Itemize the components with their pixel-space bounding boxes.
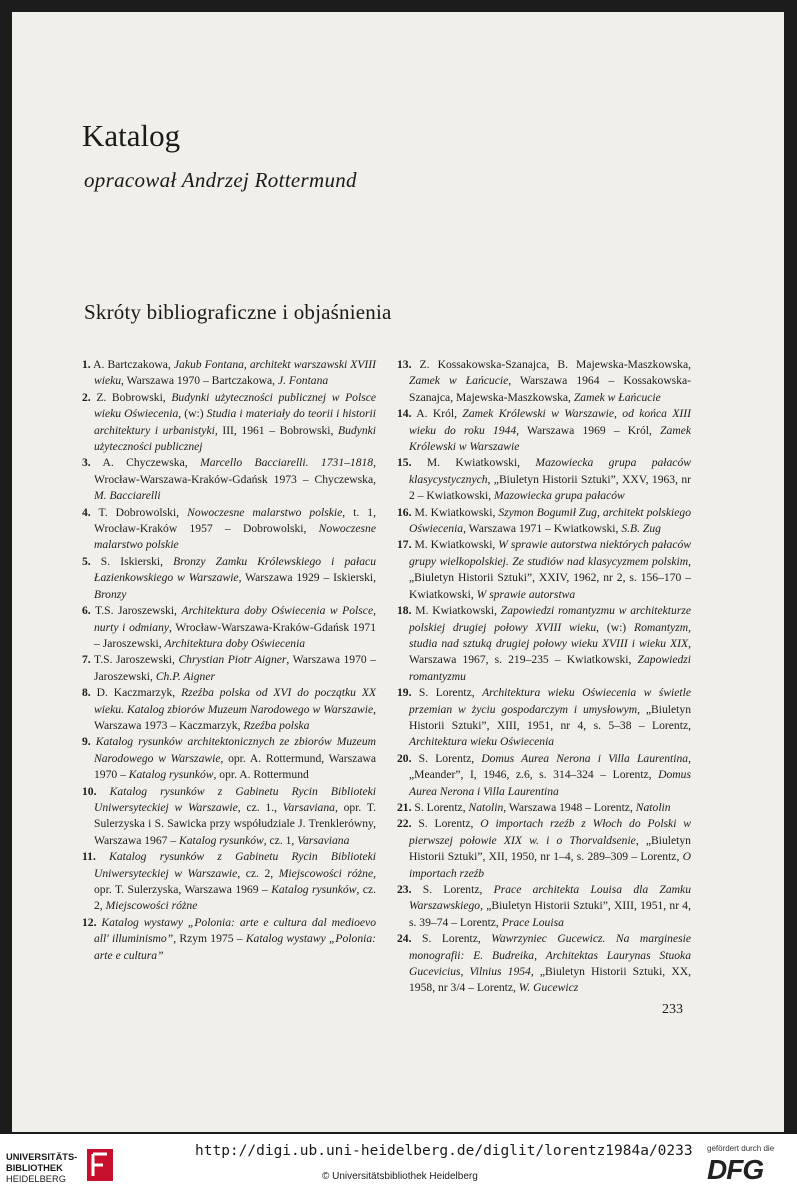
- entry-number: 3.: [82, 456, 91, 470]
- entry-text: M. Kwiatkowski, W sprawie autorstwa niektórych pałaców grupy wielkopolskiej. Ze studiów nad klasycyzmem polskim, „Biuletyn Historii Sztuki”, XXIV, 1962, nr 2, s. 156–170 – Kwiatkowski, W sprawie autorstwa: [409, 538, 691, 601]
- bibliography-entry: [397, 537, 691, 603]
- bibliography-column-left: [82, 357, 376, 964]
- entry-number: 15.: [397, 456, 412, 470]
- bibliography-entry: [397, 751, 691, 800]
- entry-text: Katalog rysunków z Gabinetu Rycin Biblioteki Uniwersyteckiej w Warszawie, cz. 2, Miejscowości różne, opr. T. Sulerzyska, Warszawa 1969 – Katalog rysunków, cz. 2, Miejscowości różne: [94, 850, 376, 913]
- bibliography-entry: [397, 931, 691, 997]
- entry-text: T.S. Jaroszewski, Architektura doby Oświecenia w Polsce, nurty i odmiany, Wrocław-Warszawa-Kraków-Gdańsk 1971 – Jaroszewski, Architektura doby Oświecenia: [90, 604, 376, 650]
- bibliography-entry: [397, 455, 691, 504]
- entry-number: 1.: [82, 358, 91, 371]
- document-page: [12, 12, 784, 1132]
- entry-number: 7.: [82, 653, 91, 667]
- dfg-logo[interactable]: DFG: [707, 1154, 764, 1185]
- library-logo[interactable]: [6, 1152, 86, 1185]
- page-subtitle: opracował Andrzej Rottermund: [84, 168, 357, 192]
- library-name-line3: HEIDELBERG: [6, 1174, 66, 1184]
- library-name-line2: BIBLIOTHEK: [6, 1163, 63, 1173]
- section-title: Skróty bibliograficzne i objaśnienia: [84, 300, 392, 324]
- entry-number: 2.: [82, 390, 91, 404]
- entry-number: 21.: [397, 800, 412, 814]
- bibliography-column-right: [397, 357, 691, 997]
- entry-text: A. Chyczewska, Marcello Bacciarelli. 1731–1818, Wrocław-Warszawa-Kraków-Gdańsk 1973 – Chyczewska, M. Bacciarelli: [90, 456, 377, 503]
- entry-text: S. Lorentz, Natolin, Warszawa 1948 – Lorentz, Natolin: [411, 800, 671, 814]
- entry-text: Katalog rysunków architektonicznych ze zbiorów Muzeum Narodowego w Warszawie, opr. A. Rottermund, Warszawa 1970 – Katalog rysunków, opr. A. Rottermund: [94, 735, 376, 782]
- entry-text: S. Lorentz, Domus Aurea Nerona i Villa Laurentina, „Meander”, I, 1946, z.6, s. 314–324 – Lorentz, Domus Aurea Nerona i Villa Laurentina: [409, 751, 691, 798]
- entry-number: 4.: [82, 505, 91, 519]
- document-url-link[interactable]: http://digi.ub.uni-heidelberg.de/diglit/lorentz1984a/0233: [195, 1143, 693, 1159]
- bibliography-entry: [397, 882, 691, 931]
- bibliography-entry: [82, 357, 376, 390]
- entry-text: S. Lorentz, Architektura wieku Oświecenia w świetle przemian w życiu gospodarczym i umysłowym, „Biuletyn Historii Sztuki”, XIII, 1951, nr 4, s. 5–38 – Lorentz, Architektura wieku Oświecenia: [409, 686, 692, 749]
- bibliography-entry: [82, 734, 376, 783]
- bibliography-entry: [82, 505, 376, 554]
- funding-caption: gefördert durch die: [707, 1144, 775, 1153]
- entry-text: M. Kwiatkowski, Mazowiecka grupa pałaców klasycystycznych, „Biuletyn Historii Sztuki”, XXV, 1963, nr 2 – Kwiatkowski, Mazowiecka grupa pałaców: [409, 456, 691, 503]
- entry-number: 24.: [397, 932, 412, 946]
- entry-text: S. Lorentz, Prace architekta Louisa dla Zamku Warszawskiego, „Biuletyn Historii Sztuki”, XIII, 1951, nr 4, s. 39–74 – Lorentz, Prace Louisa: [409, 883, 691, 929]
- entry-number: 11.: [82, 850, 96, 864]
- entry-number: 22.: [397, 817, 412, 831]
- entry-number: 9.: [82, 735, 91, 749]
- entry-text: T. Dobrowolski, Nowoczesne malarstwo polskie, t. 1, Wrocław-Kraków 1957 – Dobrowolski, Nowoczesne malarstwo polskie: [90, 505, 376, 552]
- entry-number: 13.: [397, 358, 412, 371]
- entry-number: 6.: [82, 604, 91, 618]
- entry-number: 10.: [82, 784, 97, 798]
- entry-text: A. Bartczakowa, Jakub Fontana, architekt warszawski XVIII wieku, Warszawa 1970 – Bartczakowa, J. Fontana: [90, 358, 376, 388]
- entry-number: 23.: [397, 883, 412, 896]
- footer-bar: [0, 1134, 797, 1194]
- entry-text: A. Król, Zamek Królewski w Warszawie, od końca XIII wieku do roku 1944, Warszawa 1969 – Król, Zamek Królewski w Warszawie: [409, 407, 692, 454]
- entry-number: 12.: [82, 915, 97, 929]
- bibliography-entry: [82, 849, 376, 915]
- entry-number: 17.: [397, 538, 412, 552]
- entry-text: S. Lorentz, Wawrzyniec Gucewicz. Na marginesie monografii: E. Budreika, Architektas Laurynas Stuoka Gucevicius, Vilnius 1954, „Biuletyn Historii Sztuki, XX, 1958, nr 3/4 – Lorentz, W. Gucewicz: [409, 932, 691, 995]
- entry-text: T.S. Jaroszewski, Chrystian Piotr Aigner, Warszawa 1970 – Jaroszewski, Ch.P. Aigner: [90, 653, 377, 683]
- entry-number: 18.: [397, 604, 412, 618]
- bibliography-entry: [82, 455, 376, 504]
- entry-number: 5.: [82, 554, 91, 568]
- bibliography-entry: [82, 554, 376, 603]
- page-title: Katalog: [82, 118, 181, 153]
- bibliography-entry: [397, 406, 691, 455]
- copyright-text: © Universitätsbibliothek Heidelberg: [322, 1171, 478, 1182]
- bibliography-entry: [397, 357, 691, 406]
- bibliography-entry: [397, 816, 691, 882]
- bibliography-entry: [82, 603, 376, 652]
- bibliography-entry: [397, 505, 691, 538]
- library-mark-icon: [86, 1148, 114, 1182]
- bibliography-entry: [82, 652, 376, 685]
- entry-number: 16.: [397, 505, 412, 519]
- entry-text: Z. Kossakowska-Szanajca, B. Majewska-Maszkowska, Zamek w Łańcucie, Warszawa 1964 – Kossakowska-Szanajca, Majewska-Maszkowska, Zamek w Łańcucie: [409, 358, 692, 404]
- entry-text: M. Kwiatkowski, Zapowiedzi romantyzmu w architekturze polskiej drugiej połowy XVIII wieku, (w:) Romantyzm, studia nad sztuką drugiej połowy wieku XVIII i wieku XIX, Warszawa 1967, s. 219–235 – Kwiatkowski, Zapowiedzi romantyzmu: [409, 604, 691, 683]
- entry-text: D. Kaczmarzyk, Rzeźba polska od XVI do początku XX wieku. Katalog zbiorów Muzeum Narodowego w Warszawie, Warszawa 1973 – Kaczmarzyk, Rzeźba polska: [90, 686, 376, 732]
- entry-text: Katalog rysunków z Gabinetu Rycin Biblioteki Uniwersyteckiej w Warszawie, cz. 1., Varsaviana, opr. T. Sulerzyska i S. Sawicka przy współudziale J. Trenklerówny, Warszawa 1967 – Katalog rysunków, cz. 1, Varsaviana: [94, 784, 376, 847]
- entry-text: S. Lorentz, O importach rzeźb z Włoch do Polski w pierwszej połowie XIX w. i o Thorvaldsenie, „Biuletyn Historii Sztuki”, XII, 1950, nr 1–4, s. 289–309 – Lorentz, O importach rzeźb: [409, 817, 691, 880]
- entry-text: Z. Bobrowski, Budynki użyteczności publicznej w Polsce wieku Oświecenia, (w:) Studia i materiały do teorii i historii architektury i urbanistyki, III, 1961 – Bobrowski, Budynki użyteczności publicznej: [90, 390, 376, 454]
- bibliography-entry: [82, 390, 376, 456]
- bibliography-entry: [397, 800, 691, 816]
- entry-text: S. Iskierski, Bronzy Zamku Królewskiego i pałacu Łazienkowskiego w Warszawie, Warszawa 1929 – Iskierski, Bronzy: [90, 554, 376, 601]
- bibliography-entry: [82, 784, 376, 850]
- entry-number: 20.: [397, 751, 412, 765]
- bibliography-entry: [82, 685, 376, 734]
- entry-text: M. Kwiatkowski, Szymon Bogumił Zug, architekt polskiego Oświecenia, Warszawa 1971 – Kwiatkowski, S.B. Zug: [409, 505, 691, 536]
- entry-number: 19.: [397, 686, 412, 700]
- bibliography-entry: [82, 915, 376, 964]
- entry-number: 14.: [397, 407, 412, 421]
- entry-text: Katalog wystawy „Polonia: arte e cultura dal medioevo all' illuminismo”, Rzym 1975 – Katalog wystawy „Polonia: arte e cultura”: [94, 915, 377, 962]
- page-number: 233: [662, 1002, 683, 1017]
- bibliography-entry: [397, 603, 691, 685]
- entry-number: 8.: [82, 686, 91, 700]
- library-name-line1: UNIVERSITÄTS-: [6, 1152, 78, 1162]
- bibliography-entry: [397, 685, 691, 751]
